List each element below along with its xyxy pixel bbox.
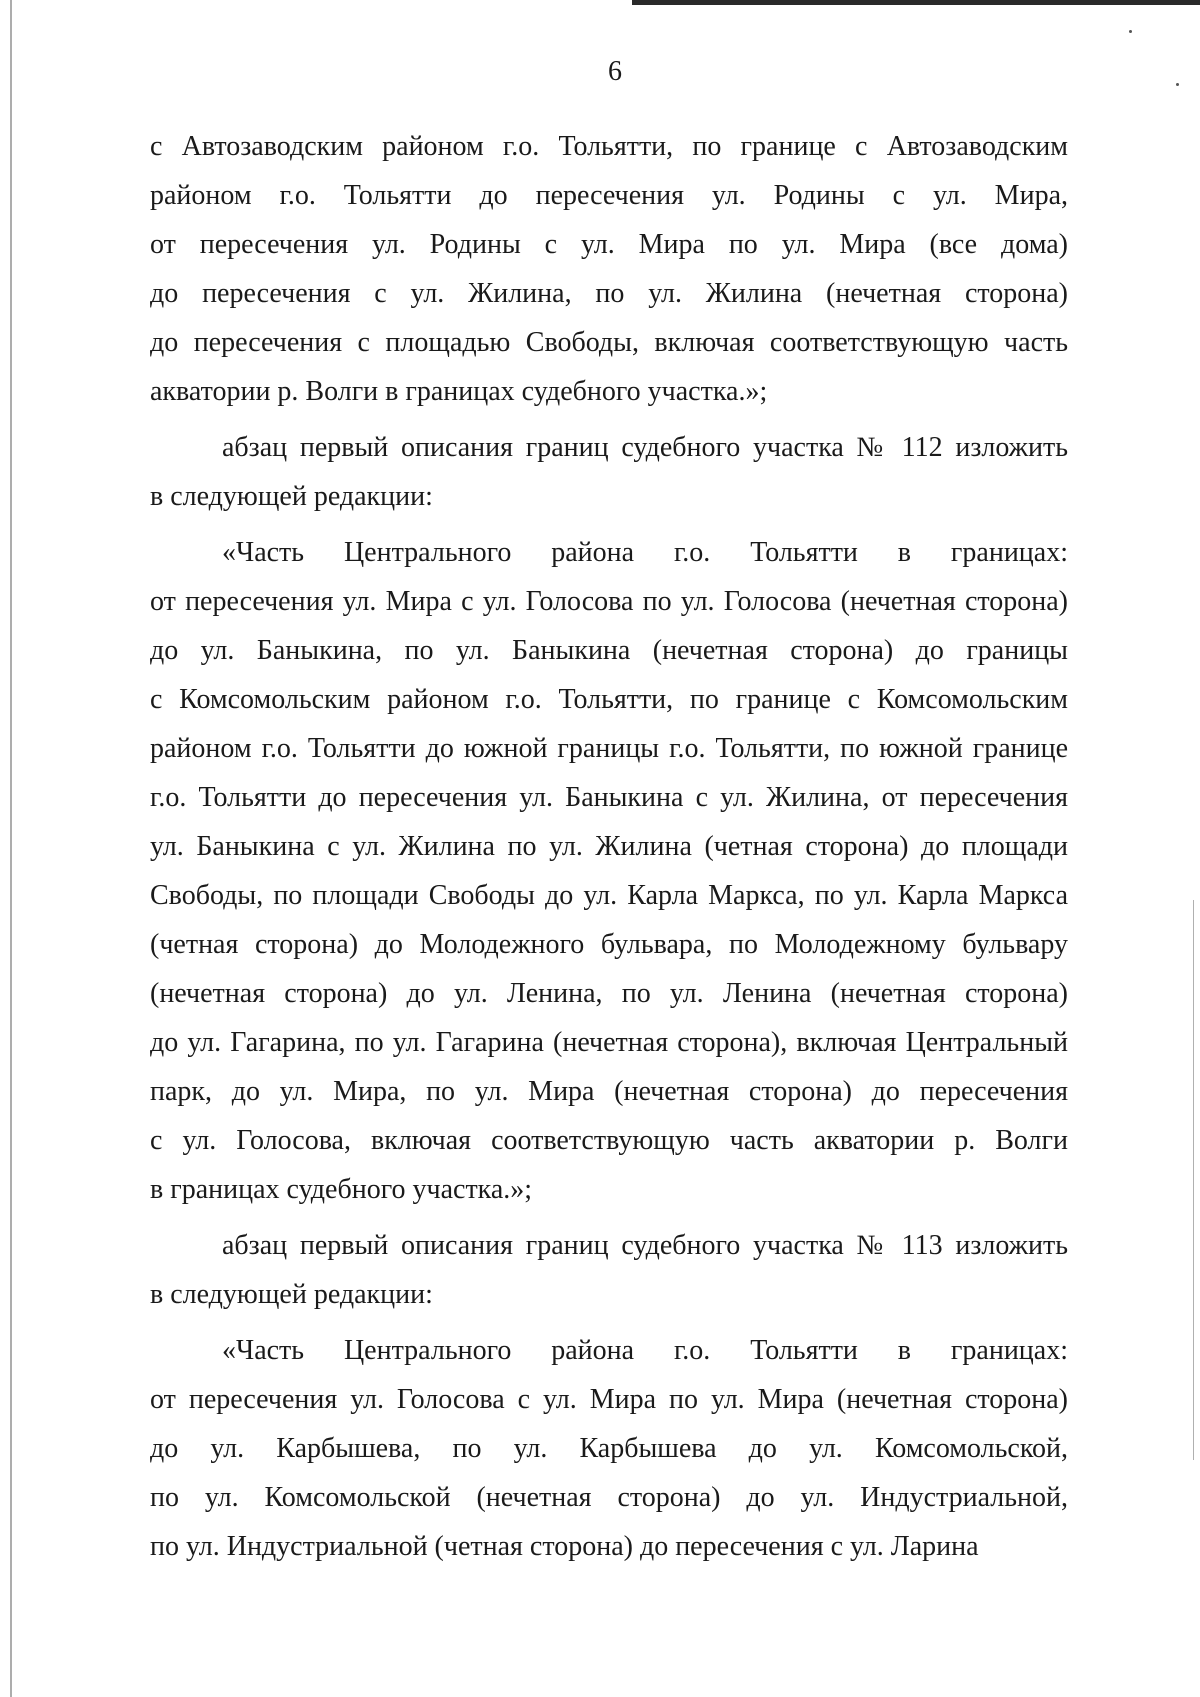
text-line: до ул. Гагарина, по ул. Гагарина (нечетная сторона), включая Центральный: [150, 1027, 1068, 1058]
scan-speck: [1129, 30, 1132, 33]
paragraph: [150, 122, 1068, 416]
text-line: до пересечения с площадью Свободы, включая соответствующую часть: [150, 327, 1068, 358]
text-line: абзац первый описания границ судебного участка № 113 изложить: [222, 1230, 1068, 1261]
paragraph-gap: [150, 416, 1068, 423]
text-line: акватории р. Волги в границах судебного участка.»;: [150, 376, 768, 407]
text-line: ул. Баныкина с ул. Жилина по ул. Жилина (четная сторона) до площади: [150, 831, 1068, 862]
text-line: от пересечения ул. Родины с ул. Мира по ул. Мира (все дома): [150, 229, 1068, 260]
text-line: «Часть Центрального района г.о. Тольятти в границах:: [222, 1335, 1068, 1366]
text-line: по ул. Комсомольской (нечетная сторона) до ул. Индустриальной,: [150, 1482, 1068, 1513]
text-line: «Часть Центрального района г.о. Тольятти в границах:: [222, 537, 1068, 568]
text-line: Свободы, по площади Свободы до ул. Карла Маркса, по ул. Карла Маркса: [150, 880, 1068, 911]
page-number: 6: [608, 56, 622, 87]
paragraph-gap: [150, 1319, 1068, 1326]
paragraph: [150, 528, 1068, 1214]
text-line: в границах судебного участка.»;: [150, 1174, 533, 1205]
text-line: с Комсомольским районом г.о. Тольятти, по границе с Комсомольским: [150, 684, 1068, 715]
paragraph-gap: [150, 521, 1068, 528]
text-line: (четная сторона) до Молодежного бульвара, по Молодежному бульвару: [150, 929, 1068, 960]
text-line: в следующей редакции:: [150, 1279, 433, 1310]
scan-left-edge: [10, 0, 12, 1697]
text-line: в следующей редакции:: [150, 481, 433, 512]
text-line: по ул. Индустриальной (четная сторона) до пересечения с ул. Ларина: [150, 1531, 979, 1562]
text-line: с Автозаводским районом г.о. Тольятти, по границе с Автозаводским: [150, 131, 1068, 162]
paragraph: [150, 1221, 1068, 1319]
text-line: районом г.о. Тольятти до южной границы г.о. Тольятти, по южной границе: [150, 733, 1068, 764]
paragraph: [150, 1326, 1068, 1571]
text-line: абзац первый описания границ судебного участка № 112 изложить: [222, 432, 1068, 463]
scan-right-edge: [1193, 900, 1194, 1460]
document-body: [150, 122, 1068, 1571]
text-line: до ул. Баныкина, по ул. Баныкина (нечетная сторона) до границы: [150, 635, 1068, 666]
text-line: от пересечения ул. Голосова с ул. Мира по ул. Мира (нечетная сторона): [150, 1384, 1068, 1415]
text-line: от пересечения ул. Мира с ул. Голосова по ул. Голосова (нечетная сторона): [150, 586, 1068, 617]
text-line: парк, до ул. Мира, по ул. Мира (нечетная сторона) до пересечения: [150, 1076, 1068, 1107]
text-line: районом г.о. Тольятти до пересечения ул. Родины с ул. Мира,: [150, 180, 1068, 211]
scan-top-edge: [632, 0, 1200, 5]
text-line: до ул. Карбышева, по ул. Карбышева до ул. Комсомольской,: [150, 1433, 1068, 1464]
text-line: с ул. Голосова, включая соответствующую часть акватории р. Волги: [150, 1125, 1068, 1156]
text-line: г.о. Тольятти до пересечения ул. Баныкина с ул. Жилина, от пересечения: [150, 782, 1068, 813]
paragraph-gap: [150, 1214, 1068, 1221]
paragraph: [150, 423, 1068, 521]
text-line: (нечетная сторона) до ул. Ленина, по ул. Ленина (нечетная сторона): [150, 978, 1068, 1009]
text-line: до пересечения с ул. Жилина, по ул. Жилина (нечетная сторона): [150, 278, 1068, 309]
